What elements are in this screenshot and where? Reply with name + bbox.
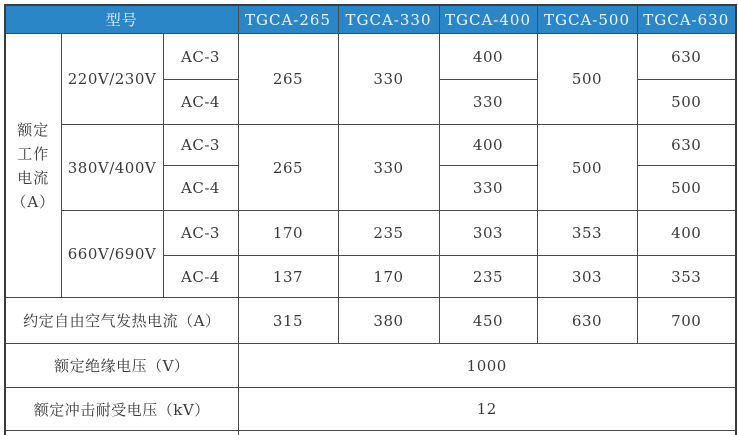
empty-cell	[238, 431, 736, 435]
header-row	[5, 5, 736, 34]
value-cell: 265	[238, 34, 338, 125]
value-cell: 170	[238, 211, 338, 256]
model-column-header: TGCA-500	[537, 5, 637, 34]
utilization-category-cell: AC-4	[163, 256, 238, 298]
model-column-header: TGCA-630	[637, 5, 736, 34]
value-cell: 500	[537, 34, 637, 125]
model-header-cell: 型号	[5, 5, 238, 34]
value-cell: 500	[637, 80, 736, 125]
voltage-cell: 660V/690V	[61, 211, 163, 298]
value-cell: 400	[637, 211, 736, 256]
clipped-partial-row	[5, 431, 736, 435]
value-cell: 353	[637, 256, 736, 298]
table-row	[5, 344, 736, 388]
rated-current-label-line: 额定	[17, 120, 50, 139]
value-cell: 500	[637, 166, 736, 211]
table-row	[5, 211, 736, 256]
value-cell: 450	[439, 298, 537, 344]
insulation-voltage-value-cell: 1000	[238, 344, 736, 388]
impulse-voltage-value-cell: 12	[238, 388, 736, 431]
utilization-category-cell: AC-3	[163, 125, 238, 166]
value-cell: 500	[537, 125, 637, 211]
value-cell: 303	[439, 211, 537, 256]
utilization-category-cell: AC-3	[163, 34, 238, 80]
value-cell: 380	[338, 298, 439, 344]
model-column-header: TGCA-265	[238, 5, 338, 34]
value-cell: 630	[537, 298, 637, 344]
value-cell: 630	[637, 125, 736, 166]
rated-current-label-line: 电流	[17, 168, 50, 187]
value-cell: 303	[537, 256, 637, 298]
value-cell: 700	[637, 298, 736, 344]
value-cell: 315	[238, 298, 338, 344]
value-cell: 235	[338, 211, 439, 256]
utilization-category-cell: AC-3	[163, 211, 238, 256]
value-cell: 330	[439, 80, 537, 125]
insulation-voltage-label-cell: 额定绝缘电压（V）	[5, 344, 238, 388]
value-cell: 137	[238, 256, 338, 298]
value-cell: 330	[338, 125, 439, 211]
rated-current-label-line: （A）	[11, 192, 56, 211]
value-cell: 630	[637, 34, 736, 80]
utilization-category-cell: AC-4	[163, 80, 238, 125]
table-row	[5, 298, 736, 344]
value-cell: 235	[439, 256, 537, 298]
value-cell: 330	[338, 34, 439, 125]
voltage-cell: 380V/400V	[61, 125, 163, 211]
rated-current-label-cell	[5, 34, 61, 298]
table-row	[5, 34, 736, 80]
empty-cell	[5, 431, 238, 435]
value-cell: 400	[439, 34, 537, 80]
utilization-category-cell: AC-4	[163, 166, 238, 211]
value-cell: 400	[439, 125, 537, 166]
thermal-current-label-cell: 约定自由空气发热电流（A）	[5, 298, 238, 344]
rated-current-label-line: 工作	[17, 144, 50, 163]
table-row	[5, 388, 736, 431]
spec-table	[4, 4, 737, 435]
impulse-voltage-label-cell: 额定冲击耐受电压（kV）	[5, 388, 238, 431]
table-row	[5, 125, 736, 166]
value-cell: 265	[238, 125, 338, 211]
model-column-header: TGCA-400	[439, 5, 537, 34]
value-cell: 353	[537, 211, 637, 256]
model-column-header: TGCA-330	[338, 5, 439, 34]
value-cell: 170	[338, 256, 439, 298]
voltage-cell: 220V/230V	[61, 34, 163, 125]
value-cell: 330	[439, 166, 537, 211]
